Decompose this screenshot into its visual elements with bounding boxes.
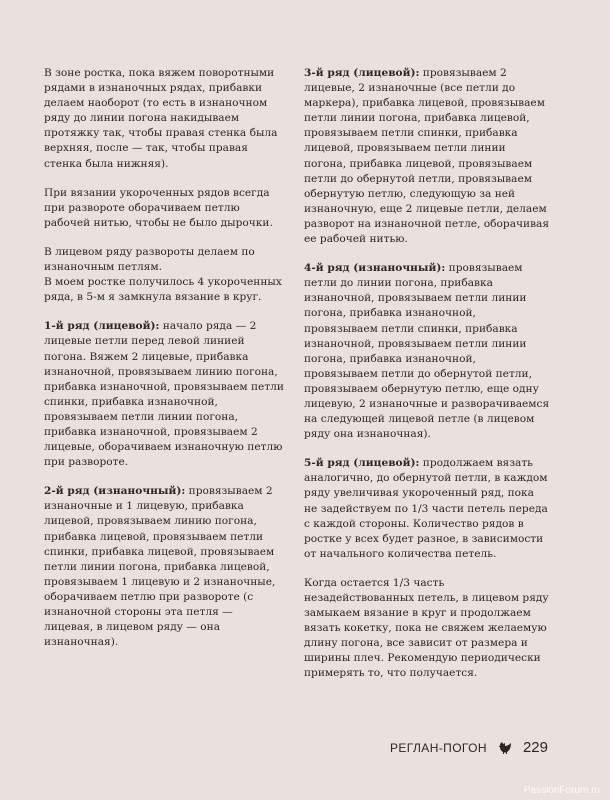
row-2-instructions xyxy=(44,484,284,650)
row-4-text: провязываем петли до линии погона, прибавка изнаночной, провязываем петли линии погона, прибавка изнаночной, провязываем петли спинки, прибавка изнаночной, провязываем петли линии погона, прибавка изнаночной, провязываем петли до обернутой петли, провязываем обернутую петлю, еще одну лицевую, 2 изнаночные и разворачиваемся на следующей лицевой петле (в лицевом ряду она изнаночная). xyxy=(304,262,550,441)
row-4-heading: 4-й ряд (изнаночный): xyxy=(304,262,446,275)
row-4-instructions xyxy=(304,261,550,442)
page-footer xyxy=(390,739,548,756)
row-2-text: провязываем 2 изнаночные и 1 лицевую, прибавка лицевой, провязываем линию погона, прибавка лицевой, провязываем петли спинки, прибавка лицевой, провязываем петли линии погона, прибавка лицевой, провязываем 1 лицевую и 2 изнаночные, оборачиваем петлю при развороте (с изнаночной стороны эта петля — лицевая, в лицевом ряду — она изнаночная). xyxy=(44,485,276,649)
row-1-instructions xyxy=(44,319,284,470)
row-3-text: провязываем 2 лицевые, 2 изнаночные (все петли до маркера), прибавка лицевой, провязываем петли линии погона, прибавка лицевой, провязываем петли спинки, прибавка лицевой, провязываем петли линии погона, прибавка лицевой, провязываем петли до обернутой петли, провязываем обернутую петлю, следующую за ней изнаночную, еще 2 лицевые петли, делаем разворот на изнаночной петле, оборачивая ее рабочей нитью. xyxy=(304,67,550,246)
section-label: РЕГЛАН-ПОГОН xyxy=(390,740,487,755)
paragraph-turns: В лицевом ряду развороты делаем по изнаночным петлям. xyxy=(44,245,255,274)
row-2-heading: 2-й ряд (изнаночный): xyxy=(44,485,186,498)
paragraph-closing: Когда остается 1/3 часть незадействованных петель, в лицевом ряду замыкаем вязание в круг и продолжаем вязать кокетку, пока не свяжем желаемую длину погона, все зависит от размера и ширины плеч. Рекомендую периодически примерять то, что получается. xyxy=(304,576,549,680)
page-number: 229 xyxy=(522,739,548,756)
watermark: PassionForum.ru xyxy=(523,785,600,796)
hen-icon xyxy=(497,740,513,756)
row-5-text: продолжаем вязать аналогично, до обернутой петли, в каждом ряду увеличивая укороченный ряд, пока не задействуем по 1/3 части петель переда с каждой стороны. Количество рядов в ростке у всех будет разное, в зависимости от начального количества петель. xyxy=(304,457,548,560)
row-3-heading: 3-й ряд (лицевой): xyxy=(304,67,420,79)
row-1-heading: 1-й ряд (лицевой): xyxy=(44,320,160,333)
row-5-heading: 5-й ряд (лицевой): xyxy=(304,457,420,470)
row-1-text: начало ряда — 2 лицевые петли перед левой линией погона. Вяжем 2 лицевые, прибавка изнаночной, провязываем линию погона, прибавка изнаночной, провязываем петли спинки, прибавка изнаночной, провязываем петли линии погона, прибавка изнаночной, провязываем 2 лицевые, оборачиваем изнаночную петлю при развороте. xyxy=(44,320,284,469)
paragraph-row-count: В моем ростке получилось 4 укороченных ряда, в 5-м я замкнула вязание в круг. xyxy=(44,276,282,304)
paragraph-short-rows-wrap: При вязании укороченных рядов всегда при развороте оборачиваем петлю рабочей нитью, чтобы не было дырочки. xyxy=(44,186,273,229)
row-3-instructions xyxy=(304,66,550,247)
right-column xyxy=(304,66,550,696)
left-column xyxy=(44,66,284,664)
row-5-instructions xyxy=(304,456,550,562)
paragraph-growth-zone: В зоне ростка, пока вяжем поворотными рядами в изнаночных рядах, прибавки делаем наоборот (то есть в изнаночном ряду до линии погона накидываем протяжку так, чтобы правая стенка была верхняя, после — так, чтобы правая стенка была нижняя). xyxy=(44,67,278,170)
